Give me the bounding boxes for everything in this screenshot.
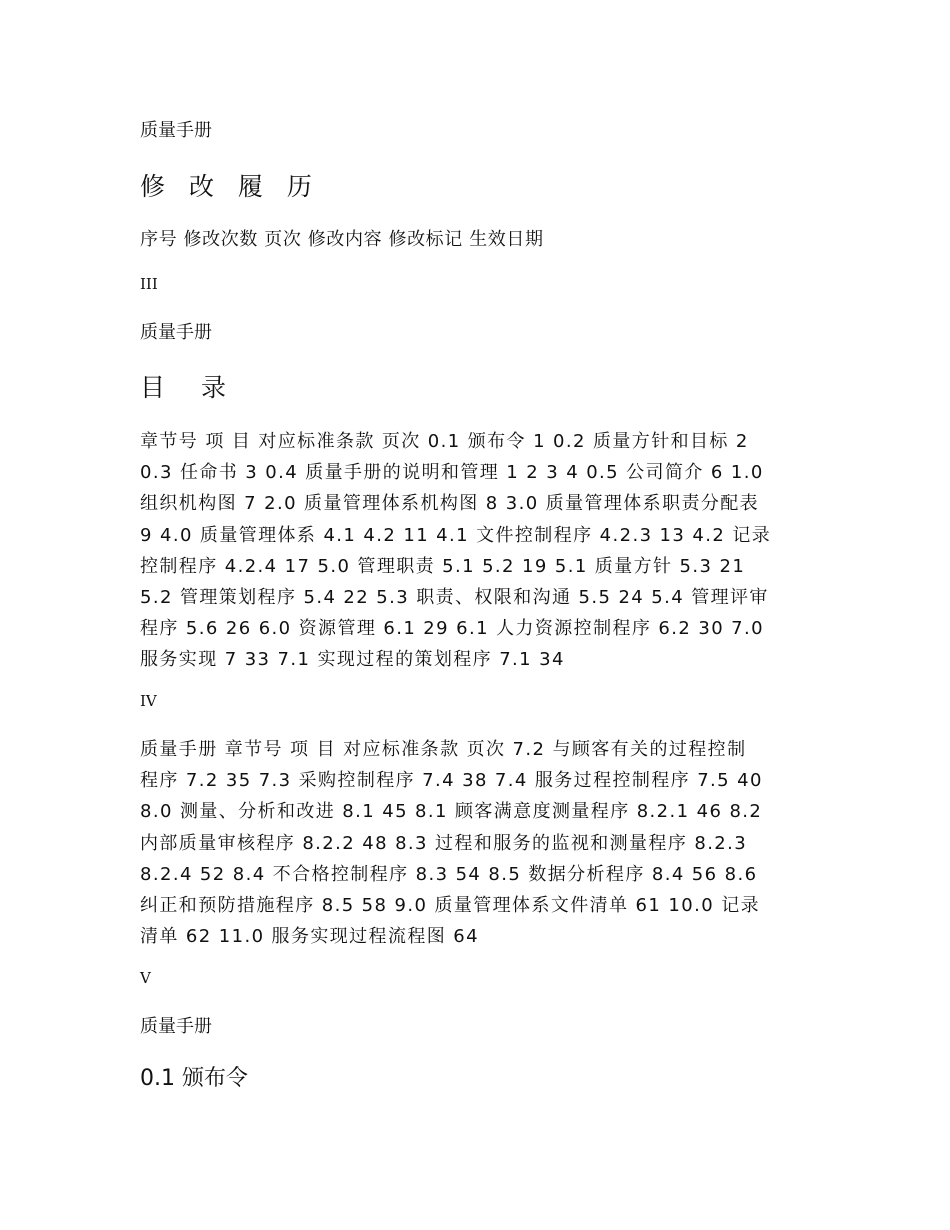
running-header: 质量手册 [140, 322, 212, 343]
page-number: V [140, 969, 151, 987]
running-header: 质量手册 [140, 1016, 212, 1037]
toc-title: 目 录 [140, 373, 240, 402]
section-title: 0.1 颁布令 [140, 1066, 248, 1091]
toc-line: 9 4.0 质量管理体系 4.1 4.2 11 4.1 文件控制程序 4.2.3 13 4.2 记录 [140, 524, 772, 546]
page-number: IV [140, 692, 157, 710]
revision-history-title: 修 改 履 历 [140, 172, 320, 201]
toc-paragraph-continued [140, 734, 820, 952]
toc-line: 程序 7.2 35 7.3 采购控制程序 7.4 38 7.4 服务过程控制程序 7.5 40 [140, 770, 763, 792]
toc-line: 5.2 管理策划程序 5.4 22 5.3 职责、权限和沟通 5.5 24 5.4 管理评审 [140, 587, 769, 609]
revision-table-header: 序号 修改次数 页次 修改内容 修改标记 生效日期 [140, 229, 544, 250]
running-header: 质量手册 [140, 120, 212, 141]
page-number: III [140, 275, 158, 293]
toc-line: 0.3 任命书 3 0.4 质量手册的说明和管理 1 2 3 4 0.5 公司简介 6 1.0 [140, 462, 764, 484]
toc-line: 控制程序 4.2.4 17 5.0 管理职责 5.1 5.2 19 5.1 质量方针 5.3 21 [140, 555, 746, 577]
toc-line: 服务实现 7 33 7.1 实现过程的策划程序 7.1 34 [140, 649, 565, 671]
toc-line: 章节号 项 目 对应标准条款 页次 0.1 颁布令 1 0.2 质量方针和目标 2 [140, 431, 749, 452]
toc-line: 程序 5.6 26 6.0 资源管理 6.1 29 6.1 人力资源控制程序 6.2 30 7.0 [140, 618, 765, 640]
toc-line: 清单 62 11.0 服务实现过程流程图 64 [140, 926, 479, 948]
toc-line: 8.0 测量、分析和改进 8.1 45 8.1 顾客满意度测量程序 8.2.1 46 8.2 [140, 801, 763, 823]
toc-paragraph [140, 426, 820, 676]
toc-line: 质量手册 章节号 项 目 对应标准条款 页次 7.2 与顾客有关的过程控制 [140, 739, 747, 760]
toc-line: 纠正和预防措施程序 8.5 58 9.0 质量管理体系文件清单 61 10.0 记录 [140, 895, 760, 917]
toc-line: 内部质量审核程序 8.2.2 48 8.3 过程和服务的监视和测量程序 8.2.3 [140, 832, 748, 854]
toc-line: 8.2.4 52 8.4 不合格控制程序 8.3 54 8.5 数据分析程序 8.4 56 8.6 [140, 863, 758, 885]
toc-line: 组织机构图 7 2.0 质量管理体系机构图 8 3.0 质量管理体系职责分配表 [140, 493, 760, 515]
